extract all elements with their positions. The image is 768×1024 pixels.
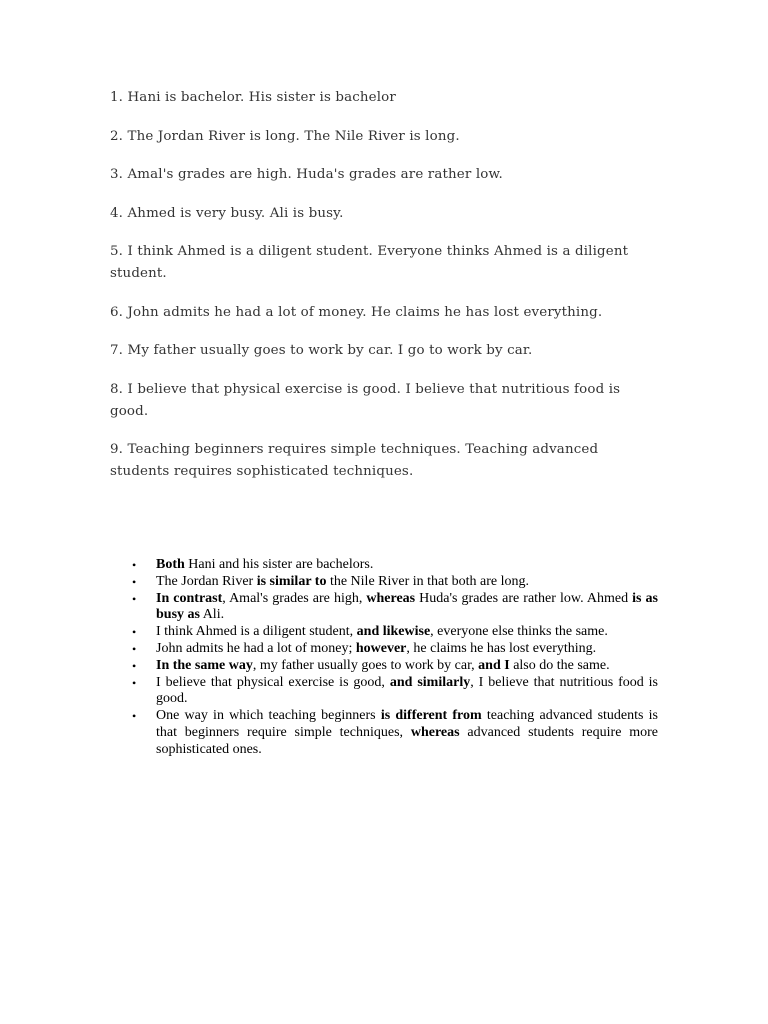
comparison-bullet-list — [132, 557, 658, 759]
bold-phrase: In the same way — [156, 657, 253, 673]
bullet-item — [132, 658, 658, 675]
bold-phrase: and likewise — [356, 624, 431, 640]
text-run: , he claims he has lost everything. — [406, 640, 597, 656]
bullet-item — [132, 641, 658, 658]
bullet-marker: • — [132, 675, 137, 690]
text-run: also do the same. — [509, 657, 610, 673]
bold-phrase: is as busy as — [156, 590, 658, 623]
text-run: the Nile River in that both are long. — [326, 573, 530, 589]
text-run: , my father usually goes to work by car, — [252, 657, 479, 673]
bullet-marker: • — [132, 658, 137, 673]
text-run: John admits he had a lot of money; — [156, 640, 356, 656]
text-run: One way in which teaching beginners — [156, 708, 381, 724]
sentence-6: 6. John admits he had a lot of money. He claims he has lost everything. — [110, 304, 603, 320]
bold-phrase: In contrast — [156, 590, 223, 606]
text-run: I think Ahmed is a diligent student, — [156, 624, 357, 640]
text-run: Ali. — [199, 607, 225, 623]
numbered-sentences — [110, 87, 658, 500]
sentence-9: 9. Teaching beginners requires simple techniques. Teaching advanced students requires sophisticated techniques. — [110, 442, 599, 479]
sentence-3: 3. Amal's grades are high. Huda's grades are rather low. — [110, 167, 503, 182]
sentence-1: 1. Hani is bachelor. His sister is bachelor — [110, 90, 396, 105]
bullet-marker: • — [132, 574, 137, 589]
sentence-4: 4. Ahmed is very busy. Ali is busy. — [110, 205, 344, 221]
sentence-2: 2. The Jordan River is long. The Nile River is long. — [110, 128, 460, 144]
bullet-marker: • — [132, 558, 137, 572]
sentence-7: 7. My father usually goes to work by car. I go to work by car. — [110, 343, 533, 358]
bullet-item — [132, 574, 658, 591]
bullet-item — [132, 708, 658, 758]
bold-phrase: is similar to — [256, 573, 327, 589]
text-run: advanced students require more sophisticated ones. — [156, 724, 658, 757]
bullet-marker: • — [132, 591, 137, 606]
bullet-item — [132, 675, 658, 709]
bullet-marker: • — [132, 641, 137, 656]
bold-phrase: Both — [156, 557, 185, 572]
text-run: , I believe that nutritious food is good. — [156, 674, 658, 707]
text-run: Hani and his sister are bachelors. — [184, 557, 374, 572]
bullet-item — [132, 624, 658, 641]
bullet-item — [132, 557, 658, 574]
bold-phrase: whereas — [410, 724, 460, 740]
bold-phrase: however — [355, 640, 407, 656]
text-run: teaching advanced students is that beginners require simple techniques, — [156, 708, 658, 740]
bold-phrase: and I — [478, 657, 510, 673]
bold-phrase: and similarly — [389, 674, 471, 690]
sentence-5: 5. I think Ahmed is a diligent student. Everyone thinks Ahmed is a diligent student. — [110, 244, 629, 281]
text-run: , Amal's grades are high, — [222, 590, 367, 606]
bold-phrase: is different from — [380, 708, 482, 724]
bold-phrase: whereas — [366, 590, 416, 606]
text-run: Huda's grades are rather low. Ahmed — [415, 590, 633, 606]
text-run: I believe that physical exercise is good, — [156, 674, 390, 690]
text-run: , everyone else thinks the same. — [430, 624, 608, 640]
text-run: The Jordan River — [156, 573, 257, 589]
bullet-marker: • — [132, 709, 137, 724]
sentence-8: 8. I believe that physical exercise is good. I believe that nutritious food is good. — [110, 381, 621, 419]
bullet-item — [132, 591, 658, 625]
bullet-marker: • — [132, 625, 137, 640]
